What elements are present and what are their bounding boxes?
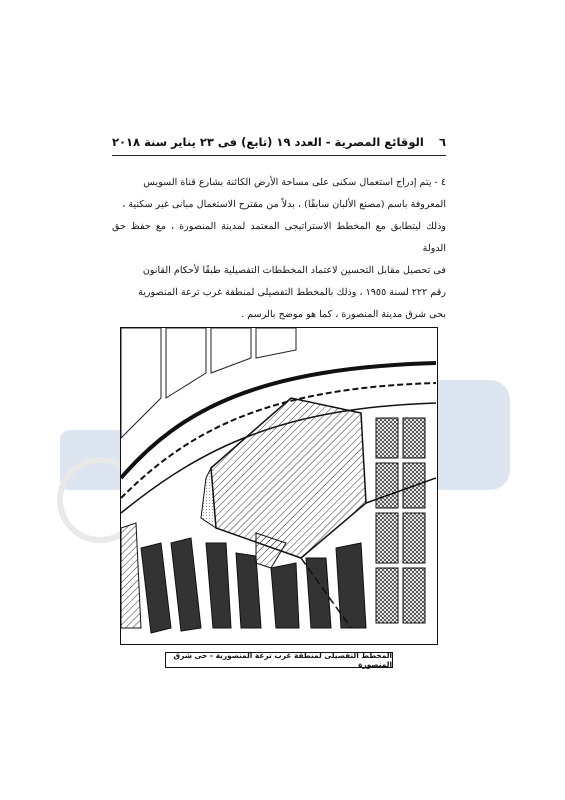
text-line: ٤ - يتم إدراج استعمال سكنى على مساحة الأرض الكائنة بشارع قناة السويس [143, 177, 446, 188]
page-number: ٦ [438, 135, 446, 149]
text-line: المعروفة باسم (مصنع الألبان سابقًا) ، بدلاً من مقترح الاستعمال مبانى غير سكنية ، [122, 199, 446, 210]
figure-caption: المخطط التفصيلى لمنطقة غرب ترعة المنصورية - حى شرق المنصورة [165, 652, 393, 668]
text-line: وذلك ليتطابق مع المخطط الاستراتيجى المعتمد لمدينة المنصورة ، مع حفظ حق الدولة [112, 221, 446, 254]
page-header [112, 132, 446, 152]
header-rule [112, 155, 446, 156]
text-line: فى تحصيل مقابل التحسين لاعتماد المخططات التفصيلية طبقًا لأحكام القانون [142, 265, 446, 276]
article-text [112, 172, 446, 326]
text-line: بحى شرق مدينة المنصورة ، كما هو موضح بالرسم . [241, 309, 446, 320]
site-plan-map [120, 327, 438, 645]
running-title: الوقائع المصرية - العدد ١٩ (تابع) فى ٢٣ يناير سنة ٢٠١٨ [112, 135, 424, 149]
text-line: رقم ٢٢٢ لسنة ١٩٥٥ ، وذلك بالمخطط التفصيلى لمنطقة غرب ترعة المنصورية [138, 287, 446, 298]
